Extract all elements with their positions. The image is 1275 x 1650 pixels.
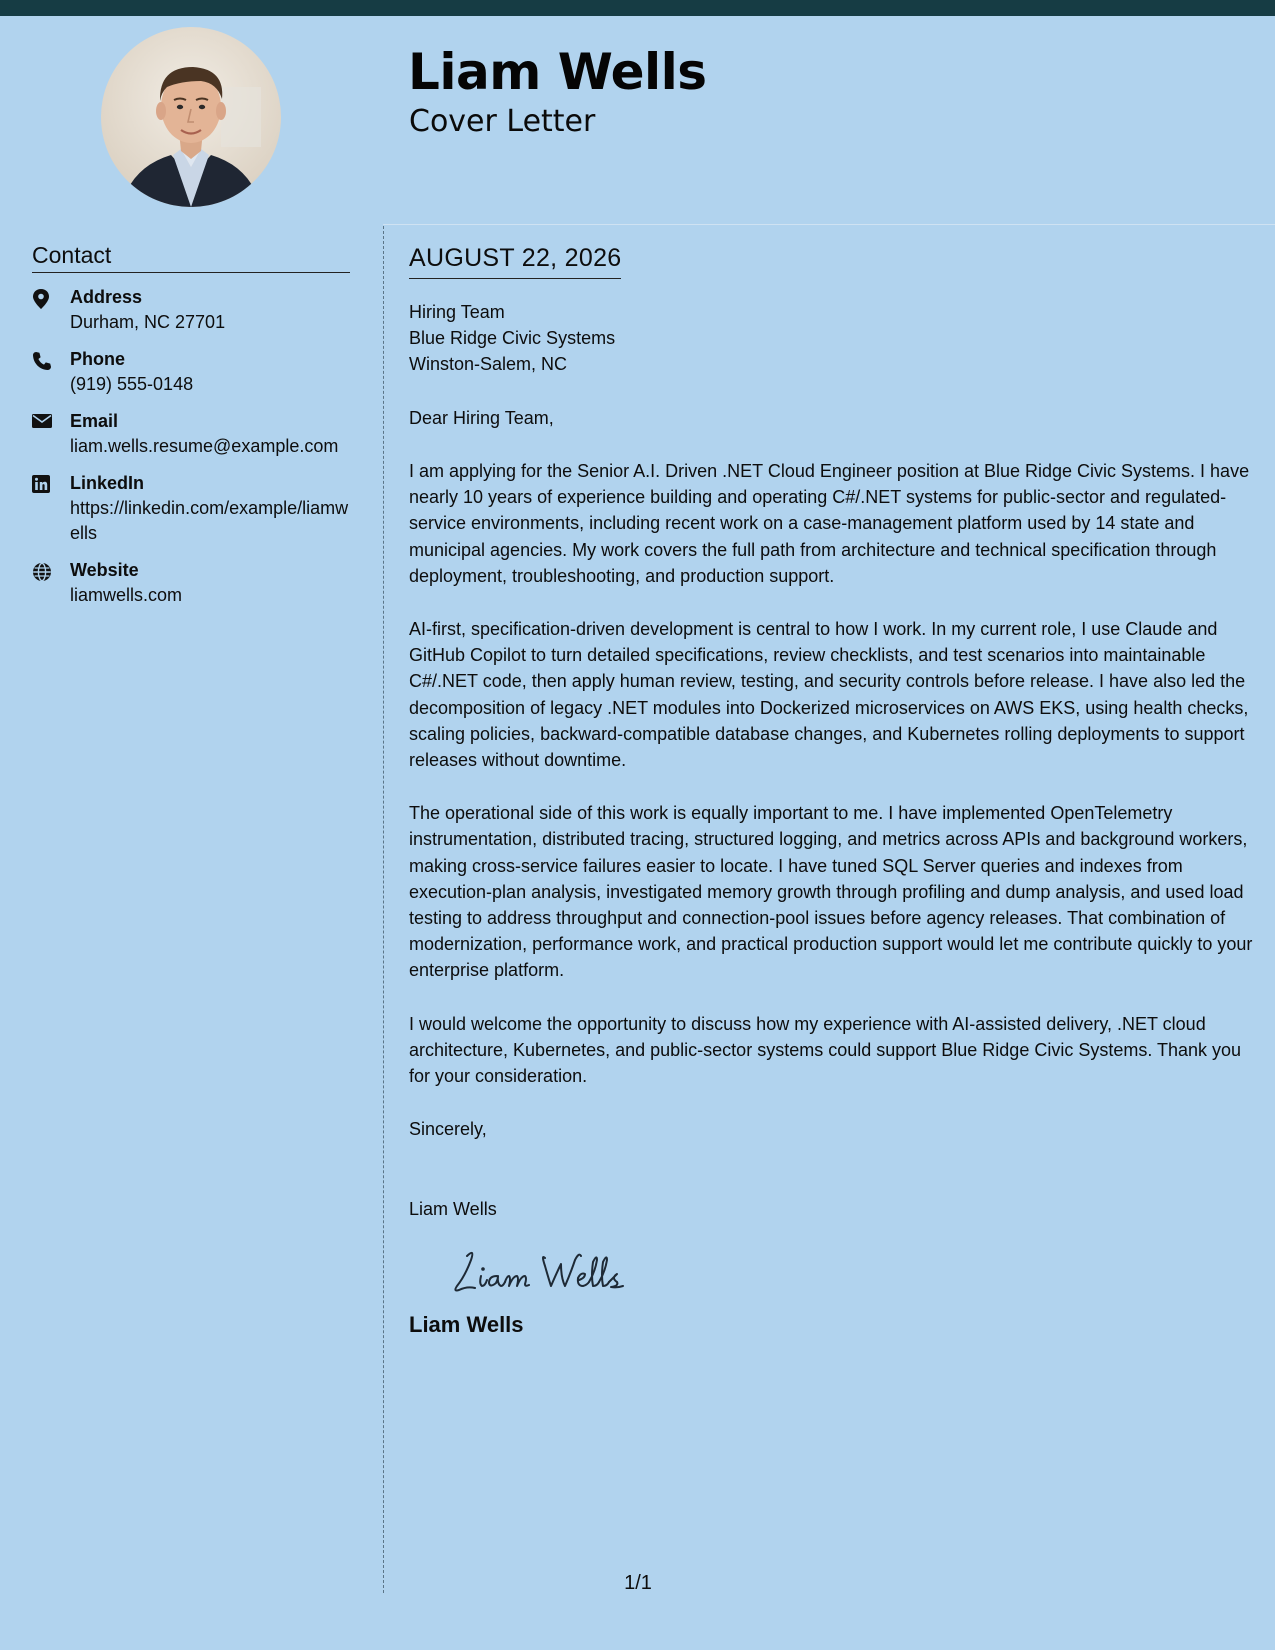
contact-item-phone: [32, 347, 350, 397]
salutation: Dear Hiring Team,: [409, 408, 554, 428]
contact-label: Website: [70, 560, 139, 580]
signature: [445, 1242, 1254, 1298]
map-pin-icon: [32, 285, 70, 309]
header-divider: [383, 224, 1275, 225]
signer-name-bold: Liam Wells: [409, 1312, 524, 1338]
linkedin-icon: [32, 471, 70, 493]
contact-item-linkedin: [32, 471, 350, 546]
contact-sidebar: [32, 240, 350, 620]
avatar: [101, 27, 281, 207]
closing: Sincerely,: [409, 1119, 487, 1140]
page-number: 1/1: [624, 1572, 652, 1594]
signature-image: [445, 1242, 645, 1298]
page-title: Liam Wells: [408, 43, 707, 101]
signer-name: Liam Wells: [409, 1199, 497, 1220]
email-value[interactable]: liam.wells.resume@example.com: [70, 436, 339, 456]
website-value[interactable]: liamwells.com: [70, 585, 183, 605]
paragraph: I am applying for the Senior A.I. Driven .NET Cloud Engineer position at Blue Ridge Civic Systems. I have nearly 10 years of experience building and operating C#/.NET systems for public-sector and regulated-service environments, including recent work on a case-management platform used by 14 state and municipal agencies. My work covers the full path from architecture and technical specification through deployment, troubleshooting, and production support.: [409, 461, 1250, 586]
contact-item-website: [32, 558, 350, 608]
linkedin-value[interactable]: https://linkedin.com/example/liamwells: [70, 498, 349, 543]
envelope-icon: [32, 409, 70, 429]
contact-item-address: [32, 285, 350, 335]
contact-label: Phone: [70, 349, 126, 369]
letter-paragraphs: [409, 458, 1254, 1089]
recipient-line: Hiring Team: [409, 302, 505, 322]
paragraph: I would welcome the opportunity to discuss how my experience with AI-assisted delivery, .NET cloud architecture, Kubernetes, and public-sector systems could support Blue Ridge Civic Systems. Thank you for your consideration.: [409, 1013, 1242, 1087]
contact-label: Address: [70, 287, 143, 307]
contact-section-title: Contact: [32, 240, 350, 273]
paragraph: AI-first, specification-driven development is central to how I work. In my current role, I use Claude and GitHub Copilot to turn detailed specifications, review checklists, and test scenarios into maintainable C#/.NET code, then apply human review, testing, and security controls before release. I have also led the decomposition of legacy .NET modules into Dockerized microservices on AWS EKS, using health checks, scaling policies, backward-compatible database changes, and Kubernetes rolling deployments to support releases without downtime.: [409, 619, 1249, 771]
contact-label: Email: [70, 411, 119, 431]
letter-body: [409, 240, 1254, 1340]
column-divider: [383, 226, 384, 1593]
recipient-location: Winston-Salem, NC: [409, 354, 568, 374]
document-subtitle: Cover Letter: [409, 104, 596, 139]
recipient-company: Blue Ridge Civic Systems: [409, 328, 616, 348]
top-accent-bar: [0, 0, 1275, 16]
recipient-block: [409, 299, 1254, 377]
contact-label: LinkedIn: [70, 473, 145, 493]
phone-icon: [32, 347, 70, 371]
phone-value: (919) 555-0148: [70, 374, 194, 394]
contact-list: [32, 285, 350, 608]
avatar-photo: [101, 27, 281, 207]
globe-icon: [32, 558, 70, 582]
letter-date: AUGUST 22, 2026: [409, 240, 621, 279]
contact-item-email: [32, 409, 350, 459]
paragraph: The operational side of this work is equally important to me. I have implemented OpenTelemetry instrumentation, distributed tracing, structured logging, and metrics across APIs and background workers, making cross-service failures easier to locate. I have tuned SQL Server queries and indexes from execution-plan analysis, investigated memory growth through profiling and dump analysis, and used load testing to address throughput and connection-pool issues before agency releases. That combination of modernization, performance work, and practical production support would let me contribute quickly to your enterprise platform.: [409, 803, 1253, 981]
address-value: Durham, NC 27701: [70, 312, 226, 332]
